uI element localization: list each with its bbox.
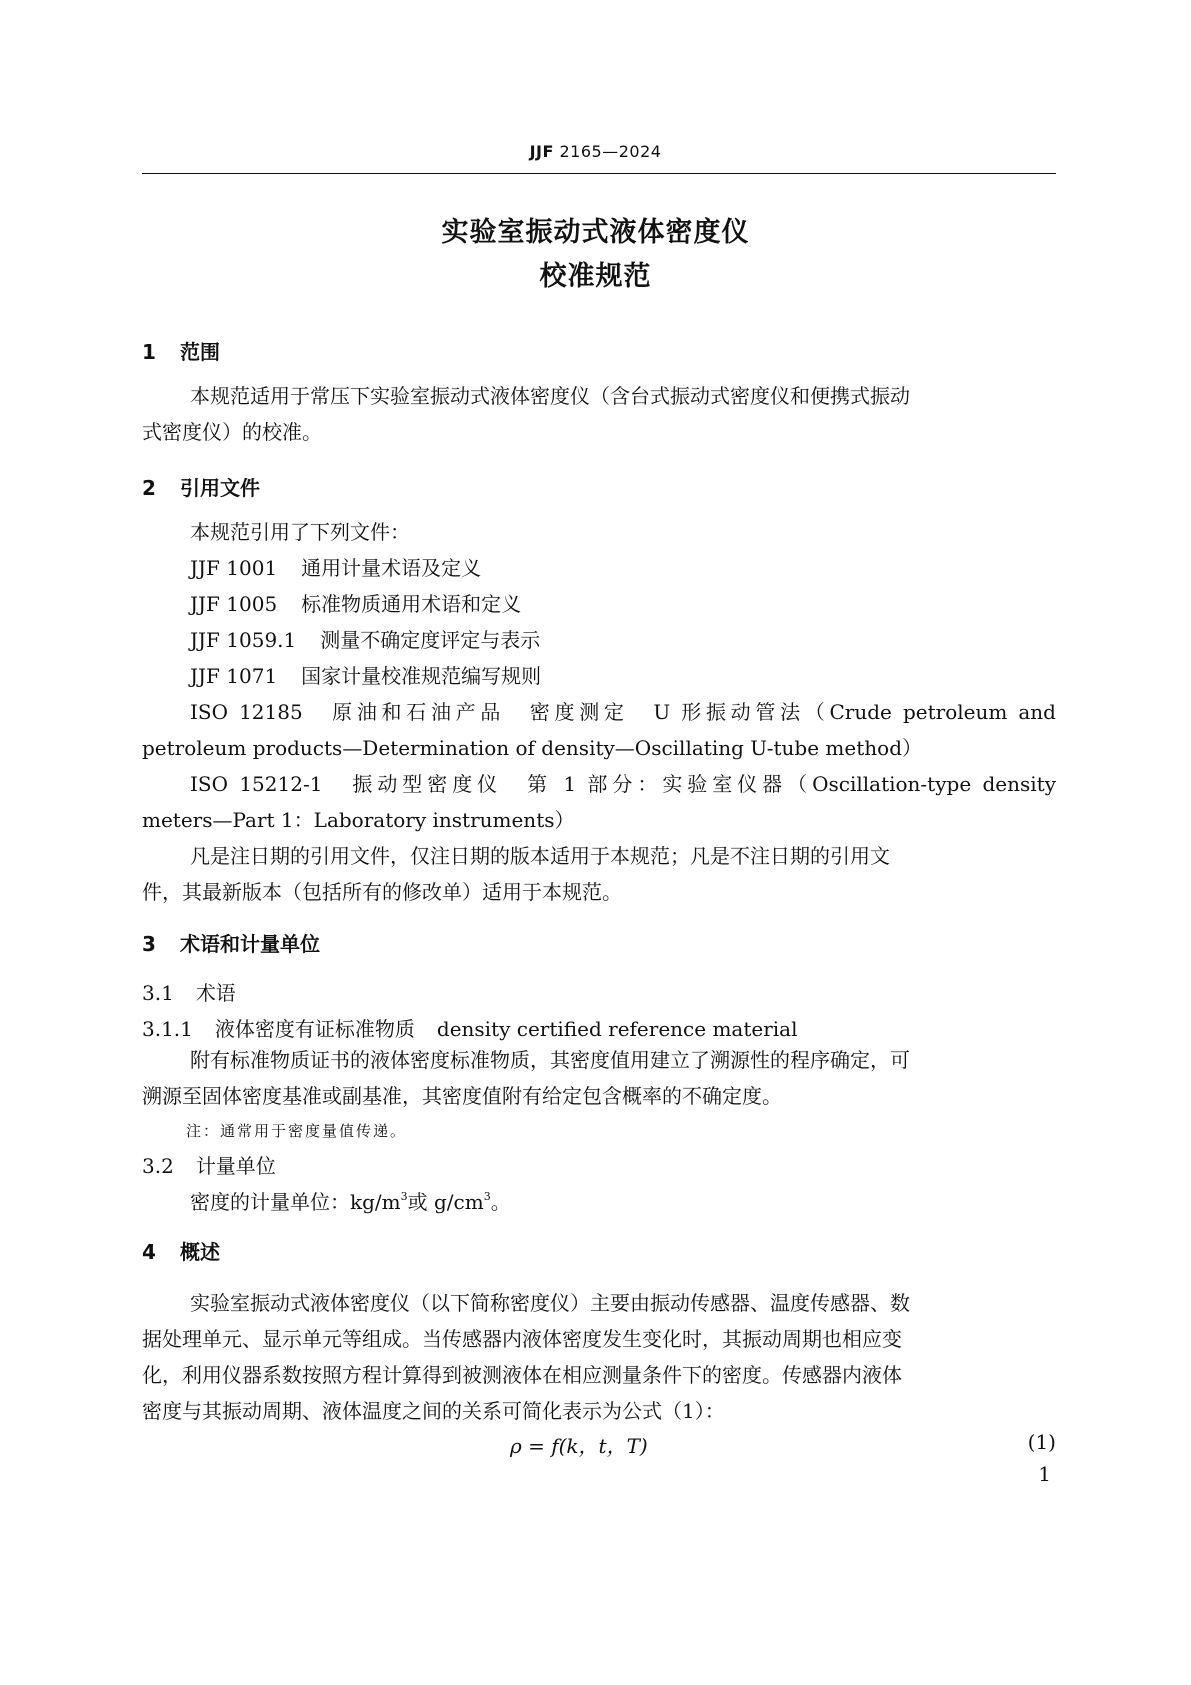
subsection-number: 3.1 (142, 981, 174, 1005)
section-3-heading (142, 928, 320, 957)
term-english: density certified reference material (436, 1017, 798, 1041)
paragraph-line: 凡是注日期的引用文件，仅注日期的版本适用于本规范；凡是不注日期的引用文 (190, 844, 890, 868)
subsection-3-2-heading (142, 1150, 276, 1179)
unit-superscript: 3 (400, 1190, 408, 1203)
term-chinese: 液体密度有证标准物质 (214, 1017, 415, 1041)
document-title-line2: 校准规范 (539, 261, 652, 292)
reference-code: JJF 1001 (190, 556, 278, 580)
subsection-number: 3.1.1 (142, 1017, 193, 1041)
header-code-prefix: JJF (529, 142, 554, 161)
subsection-title: 计量单位 (195, 1154, 276, 1178)
paragraph-line: 密度与其振动周期、液体温度之间的关系可简化表示为公式（1）： (142, 1399, 725, 1423)
paragraph-line: 化，利用仪器系数按照方程计算得到被测液体在相应测量条件下的密度。传感器内液体 (142, 1363, 902, 1387)
section-1-heading (142, 336, 220, 365)
paragraph-line: petroleum products—Determination of density—Oscillating U-tube method） (142, 736, 922, 760)
reference-item (190, 622, 540, 659)
header-rule (142, 173, 1056, 174)
reference-code: JJF 1071 (190, 664, 278, 688)
reference-item (190, 550, 481, 587)
subsection-number: 3.2 (142, 1154, 174, 1178)
subsection-3-1-1-heading (142, 1013, 797, 1042)
subsection-3-1-heading (142, 977, 236, 1006)
unit-text: 密度的计量单位：kg/m (190, 1190, 401, 1214)
reference-item (190, 658, 541, 695)
section-title: 术语和计量单位 (180, 932, 320, 956)
paragraph-line: 据处理单元、显示单元等组成。当传感器内液体密度发生变化时，其振动周期也相应变 (142, 1327, 902, 1351)
paragraph-line: ISO 15212-1 振动型密度仪 第 1 部分：实验室仪器（Oscillation-type density (190, 772, 1056, 796)
unit-line (190, 1178, 511, 1221)
unit-text: 。 (490, 1190, 511, 1214)
paragraph-line: 式密度仪）的校准。 (142, 420, 322, 444)
subsection-title: 术语 (195, 981, 236, 1005)
paragraph-line: 附有标准物质证书的液体密度标准物质，其密度值用建立了溯源性的程序确定，可 (190, 1048, 910, 1072)
note-text: 注：通常用于密度量值传递。 (186, 1122, 408, 1140)
paragraph-line: 实验室振动式液体密度仪（以下简称密度仪）主要由振动传感器、温度传感器、数 (190, 1291, 910, 1315)
reference-name: 测量不确定度评定与表示 (320, 628, 541, 652)
reference-item (190, 586, 521, 623)
header-code-number: 2165—2024 (559, 142, 662, 161)
section-number: 4 (142, 1240, 156, 1264)
section-title: 范围 (180, 340, 220, 364)
paragraph-line: meters—Part 1：Laboratory instruments） (142, 808, 575, 832)
reference-code: JJF 1005 (190, 592, 278, 616)
section-number: 1 (142, 340, 156, 364)
paragraph-line: 本规范适用于常压下实验室振动式液体密度仪（含台式振动式密度仪和便携式振动 (190, 384, 910, 408)
paragraph-line: 件，其最新版本（包括所有的修改单）适用于本规范。 (142, 880, 622, 904)
reference-name: 国家计量校准规范编写规则 (301, 664, 542, 688)
unit-text: 或 g/cm (407, 1190, 484, 1214)
paragraph-line: 溯源至固体密度基准或副基准，其密度值附有给定包含概率的不确定度。 (142, 1084, 782, 1108)
paragraph-line: 本规范引用了下列文件： (190, 520, 410, 544)
reference-code: JJF 1059.1 (190, 628, 297, 652)
reference-name: 标准物质通用术语和定义 (301, 592, 522, 616)
unit-superscript: 3 (483, 1190, 491, 1203)
section-title: 概述 (180, 1240, 220, 1264)
section-2-heading (142, 472, 260, 501)
equation: ρ = f(k，t，T) (510, 1434, 648, 1458)
equation-number: (1) (1027, 1430, 1056, 1454)
section-number: 2 (142, 476, 156, 500)
reference-name: 通用计量术语及定义 (301, 556, 482, 580)
running-header (0, 142, 1191, 161)
page-number: 1 (1038, 1462, 1051, 1486)
paragraph-line: ISO 12185 原油和石油产品 密度测定 U 形振动管法（Crude petroleum and (190, 700, 1056, 724)
section-number: 3 (142, 932, 156, 956)
document-title-line1: 实验室振动式液体密度仪 (441, 217, 750, 248)
section-title: 引用文件 (180, 476, 260, 500)
section-4-heading (142, 1236, 220, 1265)
